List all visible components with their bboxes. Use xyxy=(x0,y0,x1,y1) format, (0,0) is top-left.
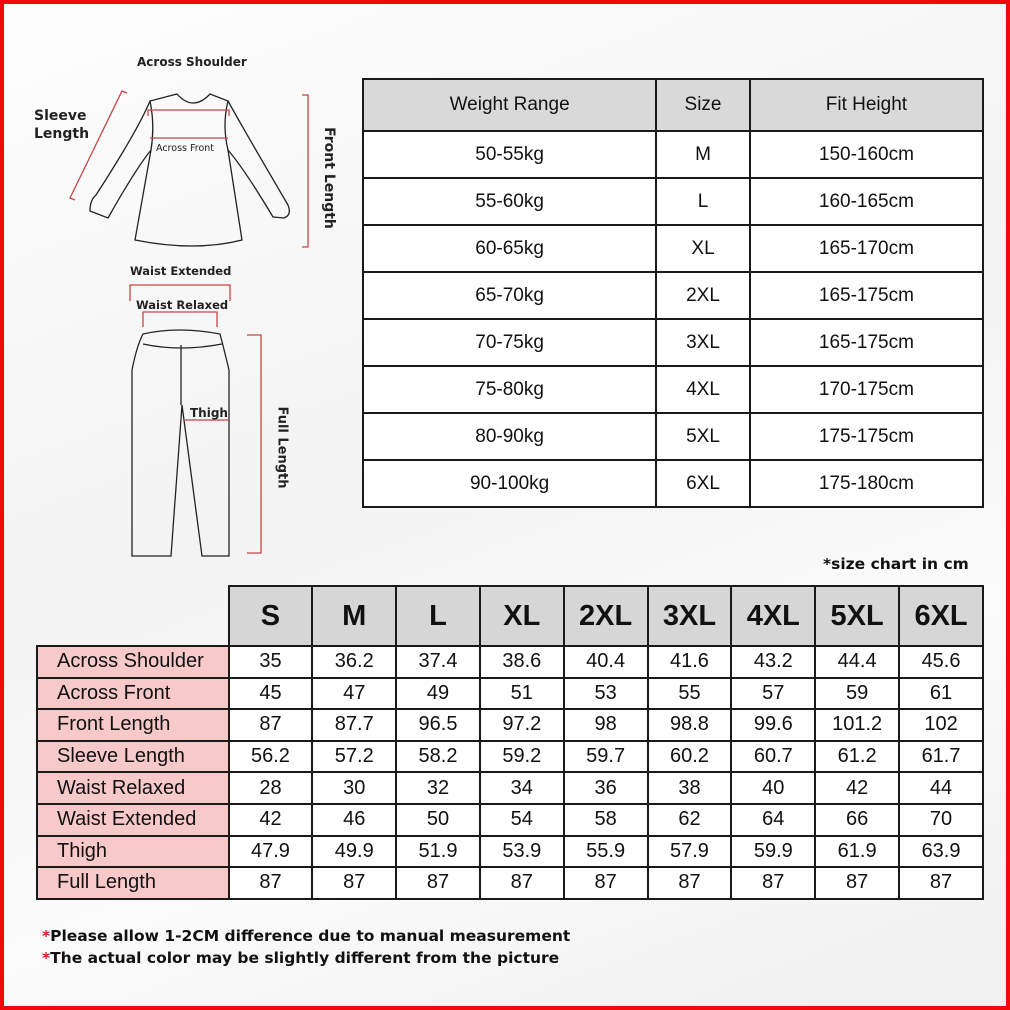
top-measure-lines xyxy=(70,91,308,247)
label-across-shoulder: Across Shoulder xyxy=(137,55,247,69)
size-header: 6XL xyxy=(899,586,983,646)
note-tolerance xyxy=(42,927,570,945)
measurement-table xyxy=(36,585,984,900)
height-cell: 165-170cm xyxy=(750,225,983,272)
measurement-header xyxy=(37,586,983,646)
size-header: 5XL xyxy=(815,586,899,646)
measurement-value: 57.9 xyxy=(648,836,732,868)
measurement-value: 44 xyxy=(899,772,983,804)
measurement-value: 45 xyxy=(229,678,313,710)
fit-row xyxy=(363,225,983,272)
measurement-value: 28 xyxy=(229,772,313,804)
measurement-value: 70 xyxy=(899,804,983,836)
measurement-value: 47.9 xyxy=(229,836,313,868)
weight-cell: 60-65kg xyxy=(363,225,656,272)
measurement-value: 87 xyxy=(815,867,899,899)
size-cell: 6XL xyxy=(656,460,750,507)
fit-row xyxy=(363,460,983,507)
size-header: M xyxy=(312,586,396,646)
measurement-value: 98.8 xyxy=(648,709,732,741)
measurement-row xyxy=(37,772,983,804)
measurement-value: 53.9 xyxy=(480,836,564,868)
fit-row xyxy=(363,413,983,460)
top-garment-icon xyxy=(90,94,289,246)
header-weight-range: Weight Range xyxy=(363,79,656,131)
measurement-value: 55 xyxy=(648,678,732,710)
measurement-value: 97.2 xyxy=(480,709,564,741)
measurement-value: 64 xyxy=(731,804,815,836)
measurement-value: 56.2 xyxy=(229,741,313,773)
label-thigh: Thigh xyxy=(190,406,228,420)
measurement-value: 57 xyxy=(731,678,815,710)
label-across-front: Across Front xyxy=(156,143,215,154)
height-cell: 170-175cm xyxy=(750,366,983,413)
measurement-value: 38.6 xyxy=(480,646,564,678)
measurement-value: 35 xyxy=(229,646,313,678)
height-cell: 175-180cm xyxy=(750,460,983,507)
size-cell: 3XL xyxy=(656,319,750,366)
size-cell: 2XL xyxy=(656,272,750,319)
label-full-length: Full Length xyxy=(274,406,290,489)
size-cell: 5XL xyxy=(656,413,750,460)
size-cell: M xyxy=(656,131,750,178)
blank-header-cell xyxy=(37,586,229,646)
label-front-length: Front Length xyxy=(320,127,337,229)
measurement-value: 59.9 xyxy=(731,836,815,868)
measurement-label: Thigh xyxy=(37,836,229,868)
measurement-value: 53 xyxy=(564,678,648,710)
measurement-value: 47 xyxy=(312,678,396,710)
weight-cell: 55-60kg xyxy=(363,178,656,225)
measurement-value: 38 xyxy=(648,772,732,804)
measurement-label: Across Front xyxy=(37,678,229,710)
size-header: L xyxy=(396,586,480,646)
measurement-value: 55.9 xyxy=(564,836,648,868)
height-cell: 150-160cm xyxy=(750,131,983,178)
measurement-row xyxy=(37,709,983,741)
note-text: The actual color may be slightly different from the picture xyxy=(50,949,560,967)
size-header: XL xyxy=(480,586,564,646)
header-size: Size xyxy=(656,79,750,131)
measurement-value: 44.4 xyxy=(815,646,899,678)
measurement-value: 59.7 xyxy=(564,741,648,773)
measurement-value: 60.2 xyxy=(648,741,732,773)
measurement-value: 61.2 xyxy=(815,741,899,773)
measurement-value: 34 xyxy=(480,772,564,804)
pants-icon xyxy=(132,330,229,556)
measurement-value: 50 xyxy=(396,804,480,836)
measurement-value: 58 xyxy=(564,804,648,836)
height-cell: 175-175cm xyxy=(750,413,983,460)
measurement-value: 40 xyxy=(731,772,815,804)
measurement-value: 87 xyxy=(312,867,396,899)
fit-row xyxy=(363,366,983,413)
label-waist-extended: Waist Extended xyxy=(130,264,232,278)
measurement-value: 63.9 xyxy=(899,836,983,868)
note-color xyxy=(42,949,559,967)
weight-cell: 50-55kg xyxy=(363,131,656,178)
measurement-value: 51 xyxy=(480,678,564,710)
measurement-value: 102 xyxy=(899,709,983,741)
size-header: S xyxy=(229,586,313,646)
measurement-value: 60.7 xyxy=(731,741,815,773)
measurement-label: Across Shoulder xyxy=(37,646,229,678)
measurement-value: 49 xyxy=(396,678,480,710)
measurement-value: 87 xyxy=(229,867,313,899)
label-waist-relaxed: Waist Relaxed xyxy=(136,298,229,312)
size-header: 2XL xyxy=(564,586,648,646)
measurement-label: Waist Relaxed xyxy=(37,772,229,804)
measurement-value: 54 xyxy=(480,804,564,836)
measurement-value: 61.7 xyxy=(899,741,983,773)
height-cell: 165-175cm xyxy=(750,319,983,366)
measurement-value: 45.6 xyxy=(899,646,983,678)
measurement-value: 41.6 xyxy=(648,646,732,678)
measurement-value: 96.5 xyxy=(396,709,480,741)
fit-table-header xyxy=(363,79,983,131)
measurement-value: 59 xyxy=(815,678,899,710)
measurement-value: 99.6 xyxy=(731,709,815,741)
measurement-row xyxy=(37,867,983,899)
measurement-value: 30 xyxy=(312,772,396,804)
measurement-value: 87 xyxy=(648,867,732,899)
weight-cell: 90-100kg xyxy=(363,460,656,507)
height-cell: 165-175cm xyxy=(750,272,983,319)
size-cell: L xyxy=(656,178,750,225)
measurement-value: 61.9 xyxy=(815,836,899,868)
measurement-label: Waist Extended xyxy=(37,804,229,836)
weight-cell: 80-90kg xyxy=(363,413,656,460)
measurement-value: 36 xyxy=(564,772,648,804)
measurement-label: Sleeve Length xyxy=(37,741,229,773)
note-text: Please allow 1-2CM difference due to manual measurement xyxy=(50,927,571,945)
measurement-value: 32 xyxy=(396,772,480,804)
measurement-value: 66 xyxy=(815,804,899,836)
measurement-value: 46 xyxy=(312,804,396,836)
measurement-value: 37.4 xyxy=(396,646,480,678)
fit-table xyxy=(362,78,984,508)
measurement-value: 98 xyxy=(564,709,648,741)
measurement-value: 87 xyxy=(480,867,564,899)
measurement-row xyxy=(37,836,983,868)
measurement-row xyxy=(37,804,983,836)
size-cell: 4XL xyxy=(656,366,750,413)
measurement-value: 101.2 xyxy=(815,709,899,741)
measurement-value: 87 xyxy=(396,867,480,899)
measurement-value: 87 xyxy=(899,867,983,899)
measurement-value: 43.2 xyxy=(731,646,815,678)
measurement-value: 59.2 xyxy=(480,741,564,773)
height-cell: 160-165cm xyxy=(750,178,983,225)
measurement-value: 87.7 xyxy=(312,709,396,741)
measurement-label: Front Length xyxy=(37,709,229,741)
fit-row xyxy=(363,272,983,319)
measurement-value: 61 xyxy=(899,678,983,710)
weight-cell: 70-75kg xyxy=(363,319,656,366)
weight-cell: 75-80kg xyxy=(363,366,656,413)
measurement-value: 36.2 xyxy=(312,646,396,678)
measurement-value: 87 xyxy=(564,867,648,899)
label-sleeve-length: Sleeve Length xyxy=(34,108,90,142)
measurement-value: 42 xyxy=(229,804,313,836)
measurement-row xyxy=(37,678,983,710)
measurement-label: Full Length xyxy=(37,867,229,899)
weight-cell: 65-70kg xyxy=(363,272,656,319)
header-fit-height: Fit Height xyxy=(750,79,983,131)
asterisk: * xyxy=(42,927,51,945)
fit-row xyxy=(363,178,983,225)
measurement-row xyxy=(37,646,983,678)
measurement-value: 51.9 xyxy=(396,836,480,868)
measurement-value: 42 xyxy=(815,772,899,804)
measurement-value: 49.9 xyxy=(312,836,396,868)
measurement-value: 87 xyxy=(229,709,313,741)
size-header: 3XL xyxy=(648,586,732,646)
size-header: 4XL xyxy=(731,586,815,646)
measurement-value: 40.4 xyxy=(564,646,648,678)
measurement-row xyxy=(37,741,983,773)
unit-note: *size chart in cm xyxy=(823,555,969,573)
measurement-value: 58.2 xyxy=(396,741,480,773)
fit-row xyxy=(363,131,983,178)
measurement-value: 62 xyxy=(648,804,732,836)
measurement-value: 87 xyxy=(731,867,815,899)
asterisk: * xyxy=(42,949,51,967)
measurement-value: 57.2 xyxy=(312,741,396,773)
size-cell: XL xyxy=(656,225,750,272)
fit-row xyxy=(363,319,983,366)
